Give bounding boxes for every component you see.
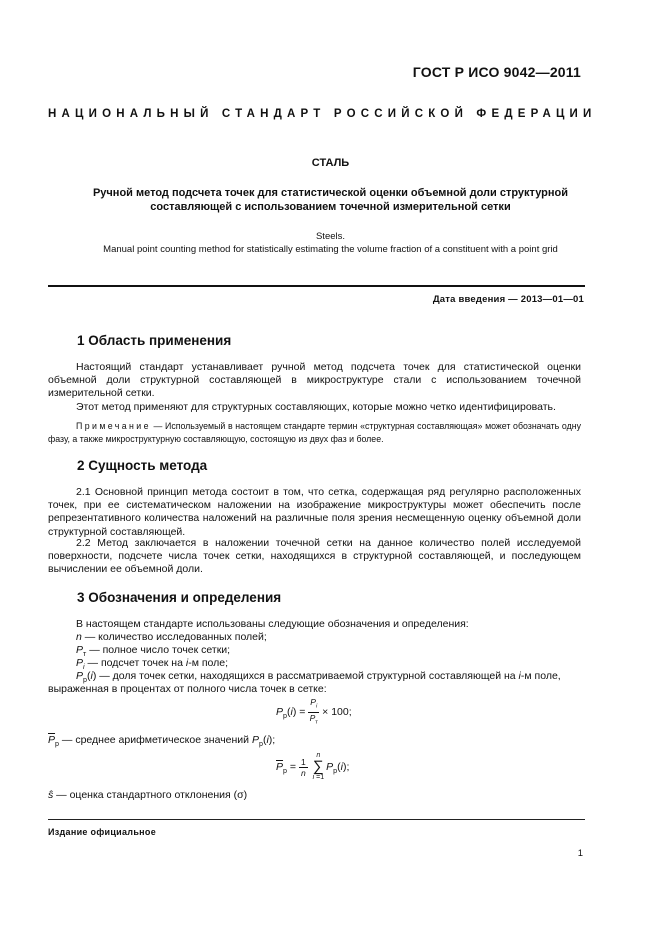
formula-pp: $P_р(i)$ = $\frac{P_i}{P_т}$ × 100; bbox=[276, 697, 352, 726]
definition-pi: $P_i$ — подсчет точек на i-м поле; bbox=[76, 657, 229, 672]
definition-pp: $P_р(i)$ — доля точек сетки, находящихся в рассматриваемой структурной составляющей на i-м поле, bbox=[76, 670, 561, 685]
edition-label: Издание официальное bbox=[48, 827, 157, 837]
definition-n: n — количество исследованных полей; bbox=[76, 631, 267, 643]
section-1-heading: 1 Область применения bbox=[77, 333, 232, 348]
english-title-line-1: Steels. bbox=[315, 231, 346, 242]
definition-pp-continued: выраженная в процентах от полного числа точек в сетке: bbox=[48, 683, 327, 695]
definition-s: ŝ — оценка стандартного отклонения (σ) bbox=[48, 789, 248, 801]
note-text: — Используемый в настоящем стандарте термин «структурная составляющая» может обозначать одну фазу, а также микроструктурную составляющую, состоящую из двух фаз и более. bbox=[48, 421, 581, 444]
footer-divider bbox=[48, 819, 585, 820]
formula-mean: $\overline{P}_р$ = $\frac{1}{n}$ n ∑ i =1 $P_р(i)$; bbox=[276, 752, 350, 781]
section-2-heading: 2 Сущность метода bbox=[77, 458, 208, 473]
document-code: ГОСТ Р ИСО 9042—2011 bbox=[412, 64, 581, 80]
section-3-intro: В настоящем стандарте использованы следующие обозначения и определения: bbox=[76, 618, 469, 630]
section-3-heading: 3 Обозначения и определения bbox=[77, 590, 282, 605]
summation-sign: n ∑ i =1 bbox=[312, 752, 325, 781]
english-title-line-2: Manual point counting method for statistically estimating the volume fraction of a constituent with a point grid bbox=[103, 244, 558, 255]
russian-title-line-1: Ручной метод подсчета точек для статистической оценки объемной доли структурной bbox=[92, 187, 569, 199]
fraction-pi-over-pt: $\frac{P_i}{P_т}$ bbox=[309, 697, 318, 726]
page-number: 1 bbox=[577, 848, 583, 859]
section-1-paragraph-1: Настоящий стандарт устанавливает ручной метод подсчета точек для статистической оценки объемной доли структурной составляющей в микроструктуре стали с использованием точечной измерительной сетки. bbox=[48, 361, 581, 400]
russian-title-line-2: составляющей с использованием точечной измерительной сетки bbox=[150, 201, 511, 213]
section-2-paragraph-2: 2.2 Метод заключается в наложении точечной сетки на данное количество полей исследуемой поверхности, подсчете числа точек сетки, находящихся в структурной составляющей, и последующем вычислении ее объемной доли. bbox=[48, 537, 581, 576]
russian-title bbox=[60, 186, 601, 214]
introduction-date: Дата введения — 2013—01—01 bbox=[432, 294, 584, 305]
standard-subject: СТАЛЬ bbox=[311, 157, 350, 169]
fraction-one-over-n: $\frac{1}{n}$ bbox=[300, 756, 306, 778]
definition-pt: $P_т$ — полное число точек сетки; bbox=[76, 644, 231, 659]
section-1-paragraph-2: Этот метод применяют для структурных составляющих, которые можно четко идентифицировать. bbox=[76, 401, 556, 413]
definition-mean: $\overline{P}_р$ — среднее арифметическое значений $P_р(i)$; bbox=[48, 734, 276, 749]
national-standard-banner: НАЦИОНАЛЬНЫЙ СТАНДАРТ РОССИЙСКОЙ ФЕДЕРАЦИИ bbox=[48, 108, 597, 120]
english-title bbox=[40, 230, 621, 256]
section-1-note bbox=[48, 420, 581, 445]
note-label: Примечание bbox=[76, 421, 151, 431]
title-divider bbox=[48, 285, 585, 287]
section-2-paragraph-1: 2.1 Основной принцип метода состоит в том, что сетка, содержащая ряд регулярно расположенных точек, при ее систематическом наложении на изображение микроструктуры может обеспечить после репрезентативного количества наложений на различные поля зрения несмещенную оценку объемной доли структурной составляющей. bbox=[48, 486, 581, 538]
